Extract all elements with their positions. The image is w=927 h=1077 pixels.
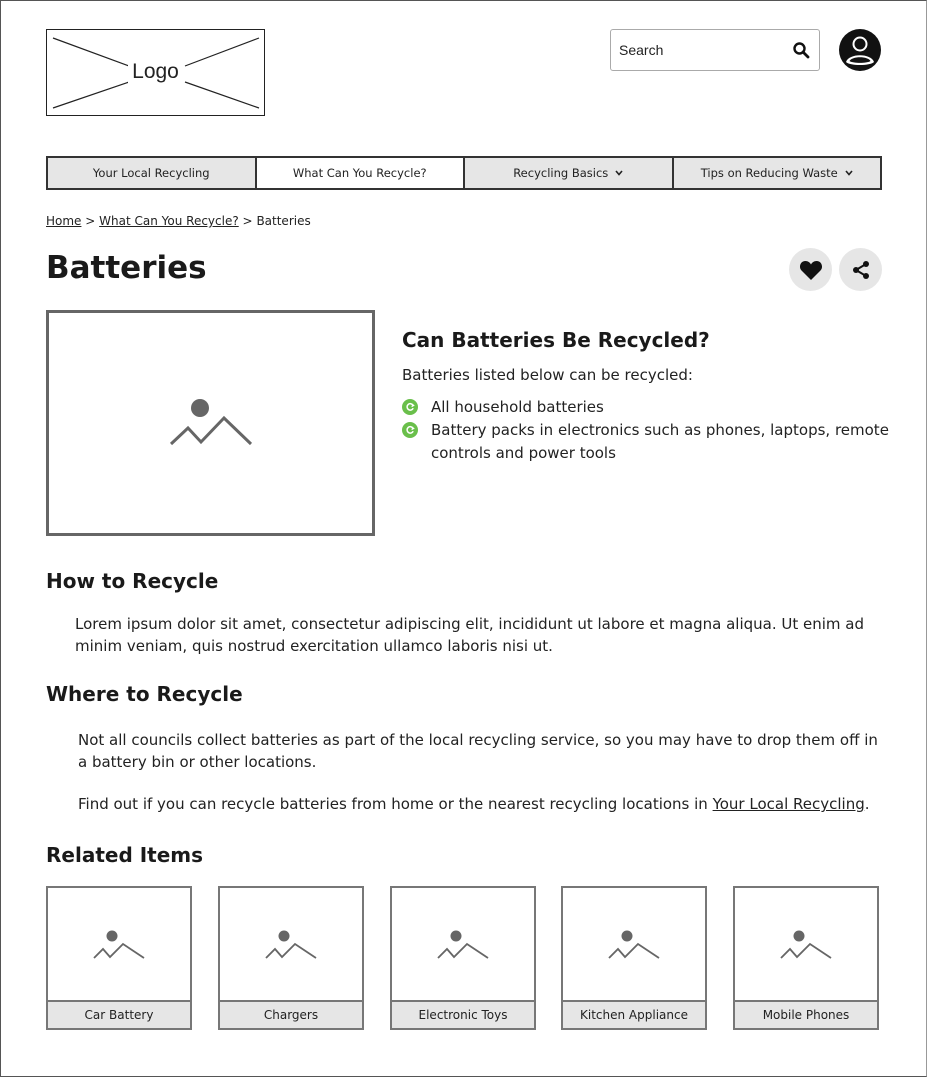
chevron-down-icon [845,170,853,176]
page-title: Batteries [46,250,207,286]
nav-item-label: Recycling Basics [513,166,609,180]
related-item-kitchen-appliance[interactable] [561,886,707,1030]
image-placeholder-icon [779,930,833,960]
related-item-label: Chargers [220,1000,362,1028]
favorite-button[interactable] [789,248,832,291]
user-icon[interactable] [839,29,881,71]
share-icon [851,260,871,280]
related-items-heading: Related Items [46,843,204,867]
related-item-label: Kitchen Appliance [563,1000,705,1028]
nav-item-label: What Can You Recycle? [292,166,427,180]
main-nav [46,156,882,190]
share-button[interactable] [839,248,882,291]
recyclable-info [402,328,892,465]
related-item-label: Car Battery [48,1000,190,1028]
breadcrumb-separator: > [85,214,96,228]
your-local-recycling-link[interactable]: Your Local Recycling [712,795,865,813]
search-box[interactable] [610,29,820,71]
recycle-check-icon [402,422,418,438]
list-item [402,396,892,419]
recyclable-list [402,396,892,465]
how-to-recycle-text: Lorem ipsum dolor sit amet, consectetur adipiscing elit, incididunt ut labore et magna aliqua. Ut enim ad minim veniam, quis nostrud exercitation ullamco laboris nisi ut. [75,615,864,655]
where-to-recycle-heading: Where to Recycle [46,682,243,706]
info-heading: Can Batteries Be Recycled? [402,328,710,352]
related-item-electronic-toys[interactable] [390,886,536,1030]
logo[interactable] [46,29,265,116]
where-to-recycle-find-text [78,793,898,815]
how-to-recycle-heading: How to Recycle [46,569,219,593]
list-item-text: Battery packs in electronics such as phones, laptops, remote controls and power tools [431,421,889,462]
nav-item-tips-on-reducing-waste[interactable] [674,158,881,188]
nav-item-your-local-recycling[interactable] [48,158,257,188]
breadcrumb [46,214,311,228]
where-to-recycle-text: Not all councils collect batteries as part of the local recycling service, so you may have to drop them off in a battery bin or other locations. [78,731,878,771]
image-placeholder-icon [436,930,490,960]
image-placeholder-icon [607,930,661,960]
image-placeholder-icon [92,930,146,960]
heart-icon [799,259,823,281]
nav-item-label: Tips on Reducing Waste [700,166,838,180]
nav-item-what-can-you-recycle[interactable] [257,158,466,188]
recycle-check-icon [402,399,418,415]
search-icon[interactable] [792,41,810,59]
find-text-suffix: . [864,795,870,813]
nav-item-recycling-basics[interactable] [465,158,674,188]
list-item [402,419,892,465]
breadcrumb-current: Batteries [256,214,311,228]
hero-image [46,310,375,536]
related-item-label: Electronic Toys [392,1000,534,1028]
related-item-label: Mobile Phones [735,1000,877,1028]
image-placeholder-icon [169,398,253,448]
image-placeholder-icon [264,930,318,960]
search-input[interactable] [619,38,779,62]
logo-text: Logo [128,60,183,83]
breadcrumb-parent-link[interactable]: What Can You Recycle? [99,214,239,228]
info-intro: Batteries listed below can be recycled: [402,366,693,384]
list-item-text: All household batteries [431,398,604,416]
chevron-down-icon [615,170,623,176]
breadcrumb-home-link[interactable]: Home [46,214,82,228]
related-item-car-battery[interactable] [46,886,192,1030]
related-item-mobile-phones[interactable] [733,886,879,1030]
find-text-prefix: Find out if you can recycle batteries from home or the nearest recycling locations in [78,795,713,813]
nav-item-label: Your Local Recycling [92,166,210,180]
related-item-chargers[interactable] [218,886,364,1030]
breadcrumb-separator: > [242,214,253,228]
